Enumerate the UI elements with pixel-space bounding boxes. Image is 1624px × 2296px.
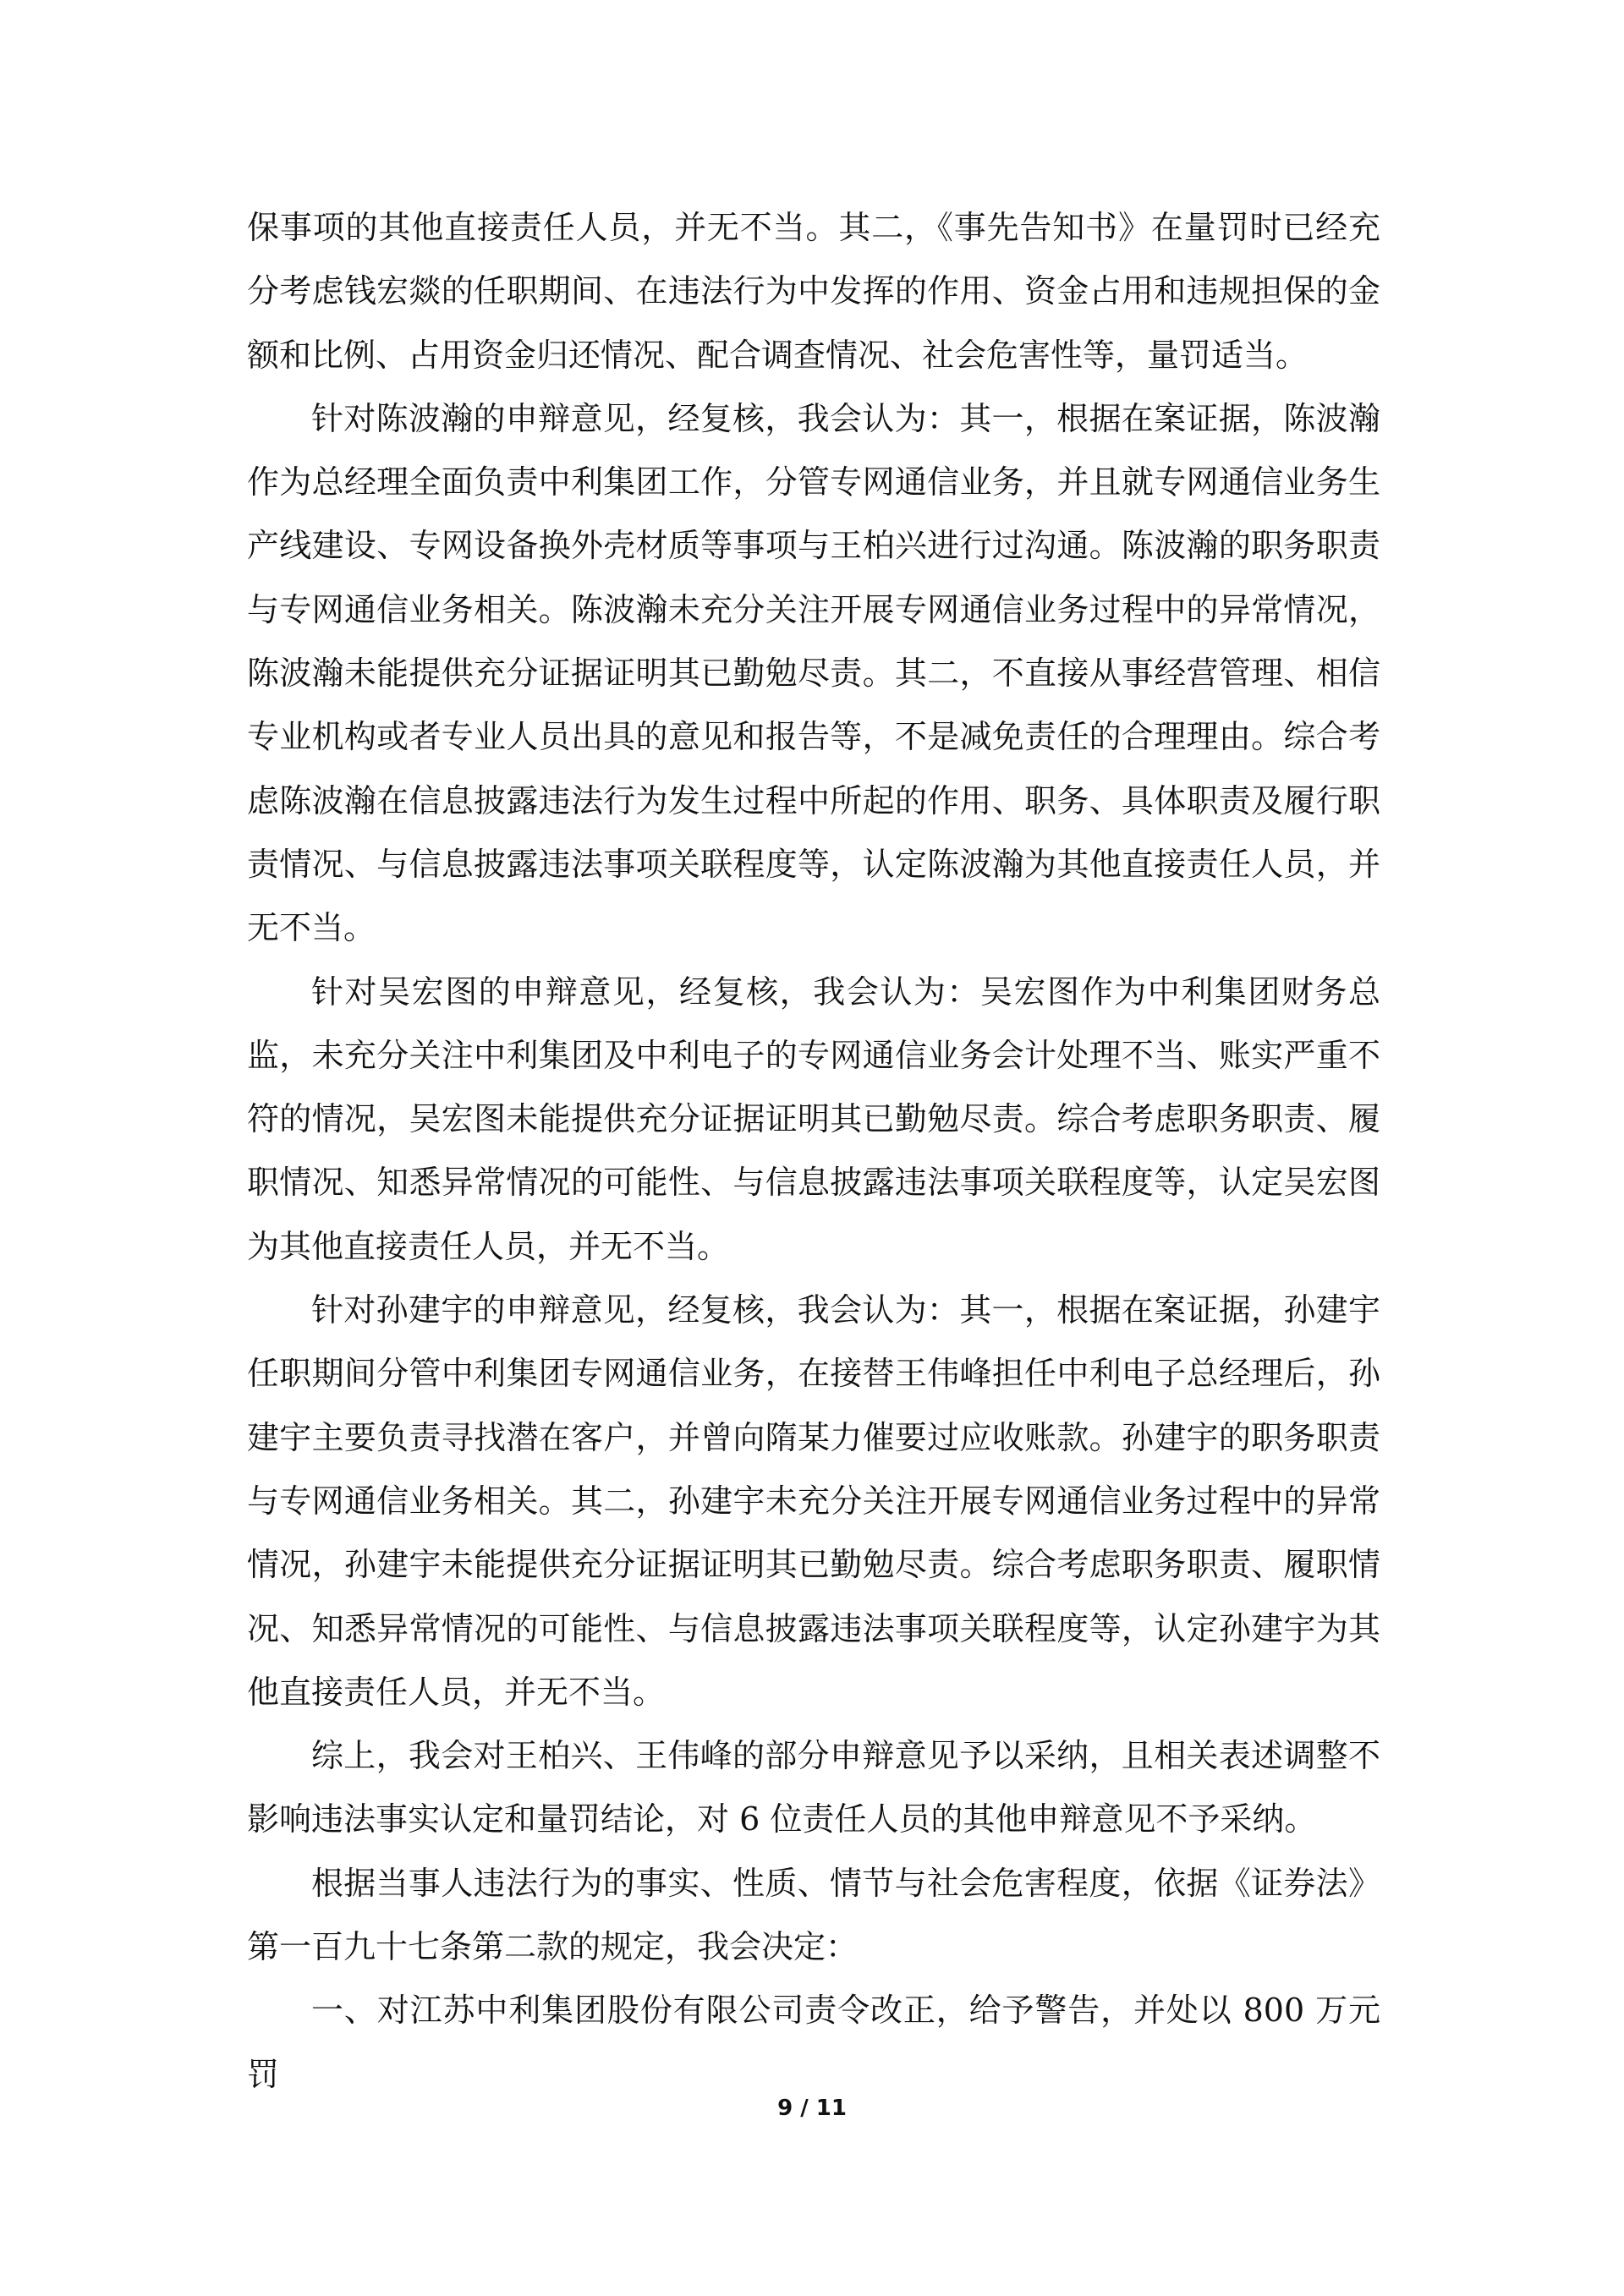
page-number: 9 / 11 <box>777 2096 847 2121</box>
paragraph-summary: 综上，我会对王柏兴、王伟峰的部分申辩意见予以采纳，且相关表述调整不影响违法事实认定和量罚结论，对 6 位责任人员的其他申辩意见不予采纳。 <box>247 1737 1380 1838</box>
paragraph-wu-hongtu-review: 针对吴宏图的申辩意见，经复核，我会认为：吴宏图作为中利集团财务总监，未充分关注中利集团及中利电子的专网通信业务会计处理不当、账实严重不符的情况，吴宏图未能提供充分证据证明其已勤勉尽责。综合考虑职务职责、履职情况、知悉异常情况的可能性、与信息披露违法事项关联程度等，认定吴宏图为其他直接责任人员，并无不当。 <box>247 973 1380 1265</box>
paragraph-continuation: 保事项的其他直接责任人员，并无不当。其二，《事先告知书》在量罚时已经充分考虑钱宏燚的任职期间、在违法行为中发挥的作用、资金占用和违规担保的金额和比例、占用资金归还情况、配合调查情况、社会危害性等，量罚适当。 <box>247 209 1380 374</box>
paragraph-sun-jianyu-review: 针对孙建宇的申辩意见，经复核，我会认为：其一，根据在案证据，孙建宇任职期间分管中利集团专网通信业务，在接替王伟峰担任中利电子总经理后，孙建宇主要负责寻找潜在客户，并曾向隋某力催要过应收账款。孙建宇的职务职责与专网通信业务相关。其二，孙建宇未充分关注开展专网通信业务过程中的异常情况，孙建宇未能提供充分证据证明其已勤勉尽责。综合考虑职务职责、履职情况、知悉异常情况的可能性、与信息披露违法事项关联程度等，认定孙建宇为其他直接责任人员，并无不当。 <box>247 1291 1380 1711</box>
paragraph-legal-basis: 根据当事人违法行为的事实、性质、情节与社会危害程度，依据《证券法》第一百九十七条第二款的规定，我会决定： <box>247 1864 1380 1966</box>
paragraph-chen-bohan-review: 针对陈波瀚的申辩意见，经复核，我会认为：其一，根据在案证据，陈波瀚作为总经理全面负责中利集团工作，分管专网通信业务，并且就专网通信业务生产线建设、专网设备换外壳材质等事项与王柏兴进行过沟通。陈波瀚的职务职责与专网通信业务相关。陈波瀚未充分关注开展专网通信业务过程中的异常情况，陈波瀚未能提供充分证据证明其已勤勉尽责。其二，不直接从事经营管理、相信专业机构或者专业人员出具的意见和报告等，不是减免责任的合理理由。综合考虑陈波瀚在信息披露违法行为发生过程中所起的作用、职务、具体职责及履行职责情况、与信息披露违法事项关联程度等，认定陈波瀚为其他直接责任人员，并无不当。 <box>247 399 1380 947</box>
paragraph-decision-item-1: 一、对江苏中利集团股份有限公司责令改正，给予警告，并处以 800 万元罚 <box>247 1992 1380 2093</box>
document-body <box>247 196 1380 2107</box>
